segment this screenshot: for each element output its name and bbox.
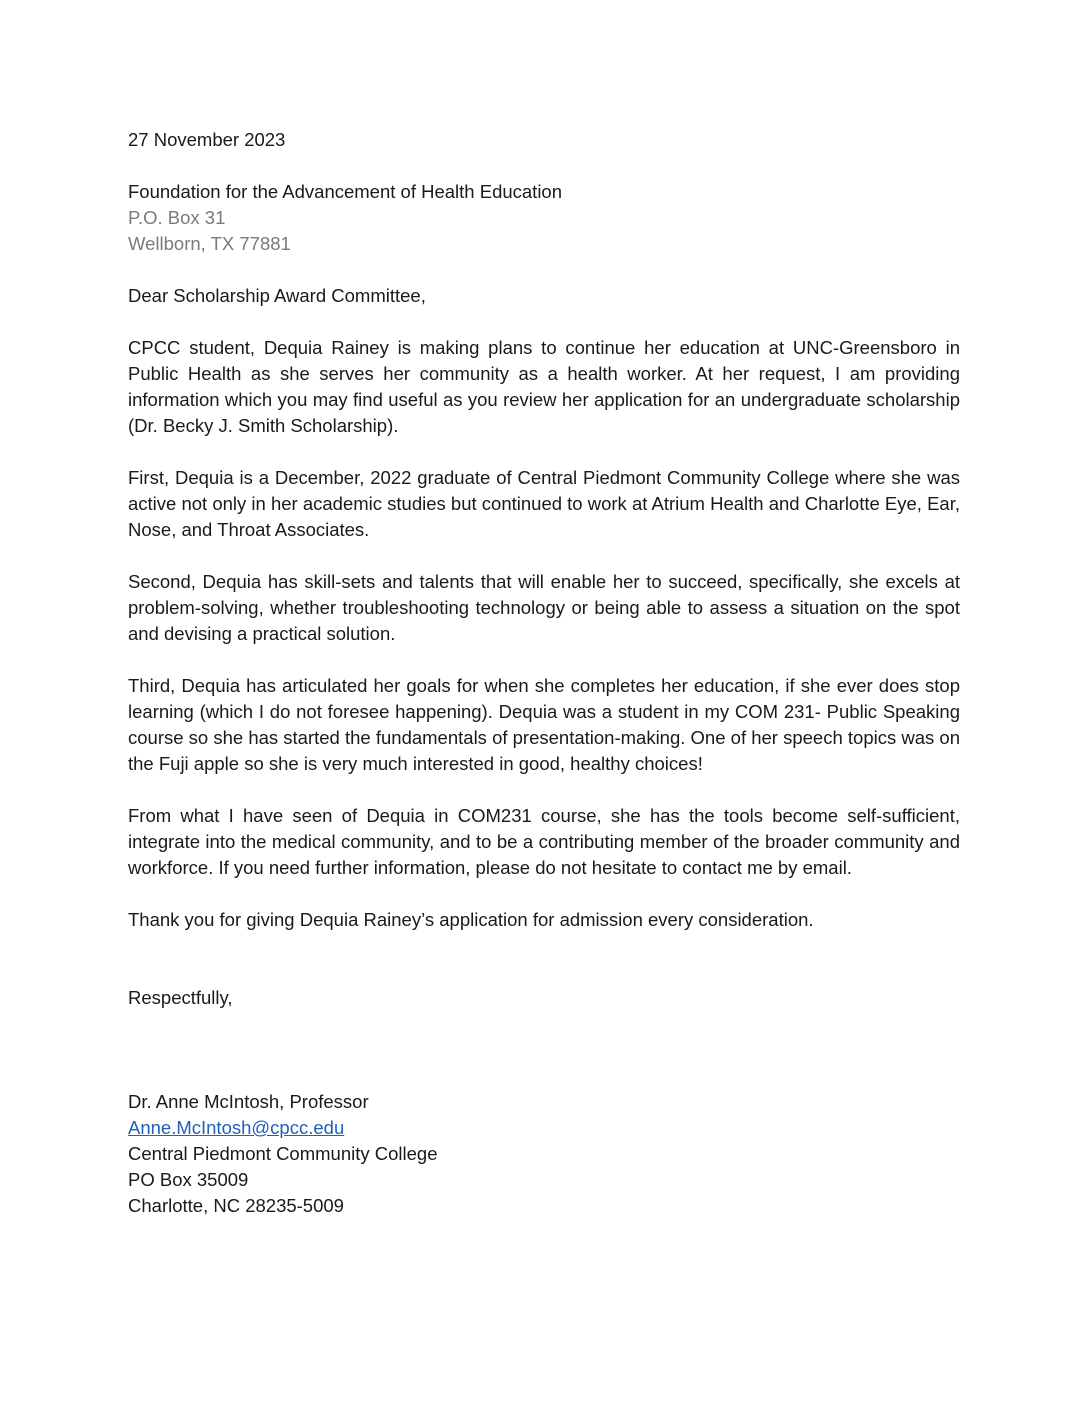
recipient-address-block xyxy=(128,179,960,257)
body-paragraph-intro: CPCC student, Dequia Rainey is making plans to continue her education at UNC-Greensboro in Public Health as she serves her community as a health worker. At her request, I am providing information which you may find useful as you review her application for an undergraduate scholarship (Dr. Becky J. Smith Scholarship). xyxy=(128,337,960,436)
recipient-address-line1: P.O. Box 31 xyxy=(128,207,226,228)
letter-date: 27 November 2023 xyxy=(128,129,286,150)
signer-po-box: PO Box 35009 xyxy=(128,1169,249,1190)
body-paragraph-second: Second, Dequia has skill-sets and talents that will enable her to succeed, specifically, she excels at problem-solving, whether troubleshooting technology or being able to assess a situation on the spot and devising a practical solution. xyxy=(128,571,960,644)
salutation: Dear Scholarship Award Committee, xyxy=(128,285,426,306)
body-paragraph-first: First, Dequia is a December, 2022 graduate of Central Piedmont Community College where she was active not only in her academic studies but continued to work at Atrium Health and Charlotte Eye, Ear, Nose, and Throat Associates. xyxy=(128,467,960,540)
signer-institution: Central Piedmont Community College xyxy=(128,1143,438,1164)
recipient-organization: Foundation for the Advancement of Health Education xyxy=(128,181,563,202)
body-paragraph-thanks: Thank you for giving Dequia Rainey’s application for admission every consideration. xyxy=(128,909,814,930)
letter-page xyxy=(128,127,960,1219)
signer-name-title: Dr. Anne McIntosh, Professor xyxy=(128,1091,369,1112)
closing: Respectfully, xyxy=(128,987,233,1008)
body-paragraph-summary: From what I have seen of Dequia in COM231 course, she has the tools become self-sufficient, integrate into the medical community, and to be a contributing member of the broader community and workforce. If you need further information, please do not hesitate to contact me by email. xyxy=(128,805,960,878)
signer-city-state-zip: Charlotte, NC 28235-5009 xyxy=(128,1195,344,1216)
signer-email-link[interactable]: Anne.McIntosh@cpcc.edu xyxy=(128,1117,345,1138)
body-paragraph-third: Third, Dequia has articulated her goals for when she completes her education, if she ever does stop learning (which I do not foresee happening). Dequia was a student in my COM 231- Public Speaking course so she has started the fundamentals of presentation-making. One of her speech topics was on the Fuji apple so she is very much interested in good, healthy choices! xyxy=(128,675,960,774)
recipient-address-line2: Wellborn, TX 77881 xyxy=(128,233,291,254)
signature-block xyxy=(128,1089,960,1219)
